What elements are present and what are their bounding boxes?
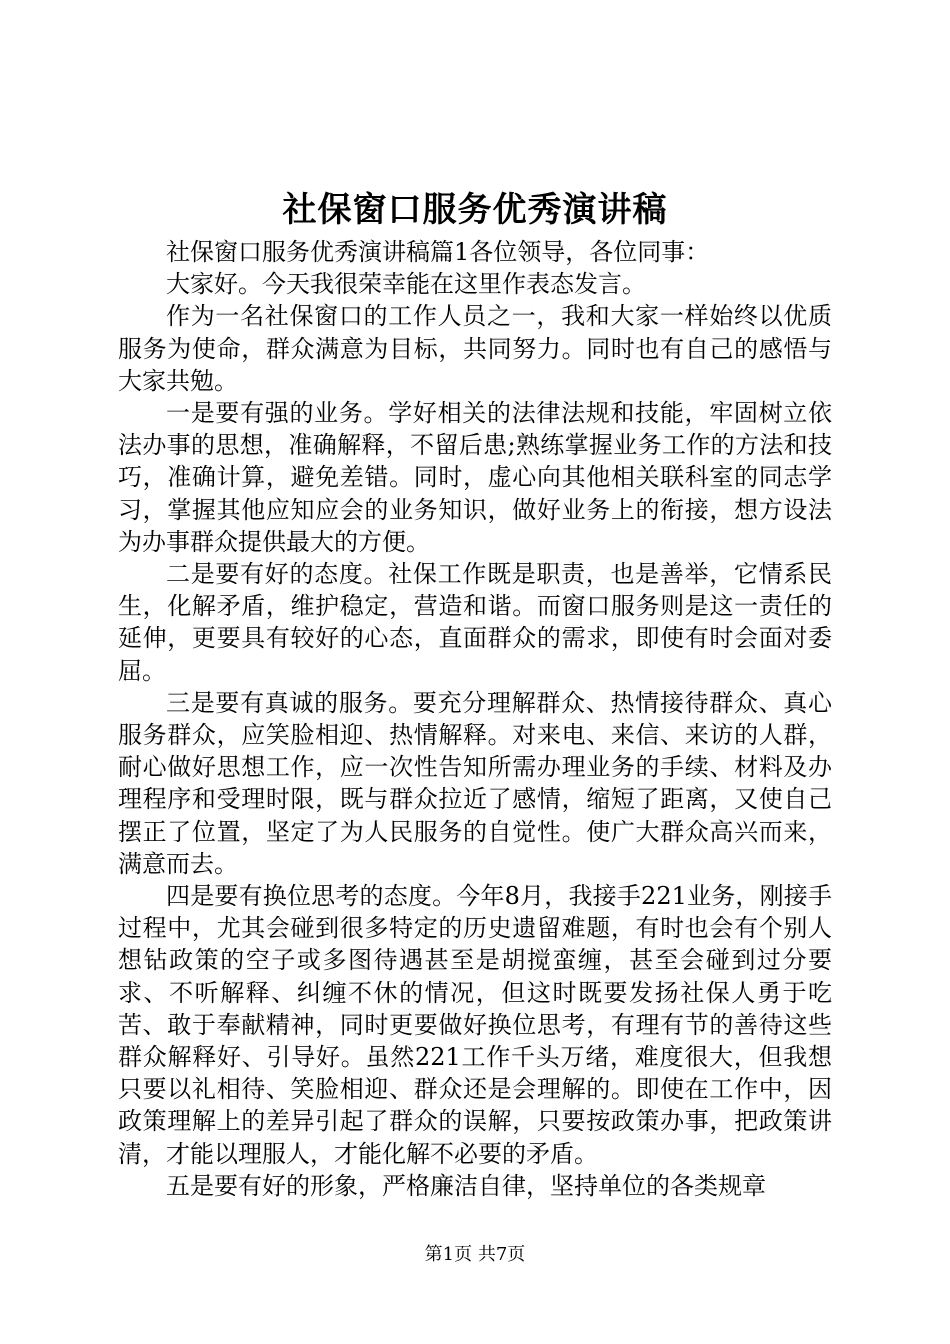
paragraph: 三是要有真诚的服务。要充分理解群众、热情接待群众、真心服务群众，应笑脸相迎、热情解释。对来电、来信、来访的人群，耐心做好思想工作，应一次性告知所需办理业务的手续、材料及办理程序和受理时限，既与群众拉近了感情，缩短了距离，又使自己摆正了位置，坚定了为人民服务的自觉性。使广大群众高兴而来，满意而去。 xyxy=(118,688,832,878)
paragraph: 四是要有换位思考的态度。今年8月，我接手221业务，刚接手过程中，尤其会碰到很多特定的历史遗留难题，有时也会有个别人想钻政策的空子或多图待遇甚至是胡搅蛮缠，甚至会碰到过分要求、不听解释、纠缠不休的情况，但这时既要发扬社保人勇于吃苦、敢于奉献精神，同时更要做好换位思考，有理有节的善待这些群众解释好、引导好。虽然221工作千头万绪，难度很大，但我想只要以礼相待、笑脸相迎、群众还是会理解的。即使在工作中，因政策理解上的差异引起了群众的误解，只要按政策办事，把政策讲清，才能以理服人，才能化解不必要的矛盾。 xyxy=(118,882,832,1168)
paragraph: 作为一名社保窗口的工作人员之一，我和大家一样始终以优质服务为使命，群众满意为目标，共同努力。同时也有自己的感悟与大家共勉。 xyxy=(118,302,832,395)
paragraph: 五是要有好的形象，严格廉洁自律，坚持单位的各类规章 xyxy=(166,1171,766,1200)
paragraph: 社保窗口服务优秀演讲稿篇1各位领导，各位同事： xyxy=(166,238,710,266)
document-body xyxy=(118,236,832,1202)
paragraph: 大家好。今天我很荣幸能在这里作表态发言。 xyxy=(166,270,646,299)
document-title: 社保窗口服务优秀演讲稿 xyxy=(282,190,668,230)
paragraph: 一是要有强的业务。学好相关的法律法规和技能，牢固树立依法办事的思想，准确解释，不留后患;熟练掌握业务工作的方法和技巧，准确计算，避免差错。同时，虚心向其他相关联科室的同志学习，掌握其他应知应会的业务知识，做好业务上的衔接，想方设法为办事群众提供最大的方便。 xyxy=(118,399,832,556)
paragraph: 二是要有好的态度。社保工作既是职责，也是善举，它情系民生，化解矛盾，维护稳定，营造和谐。而窗口服务则是这一责任的延伸，更要具有较好的心态，直面群众的需求，即使有时会面对委屈。 xyxy=(118,560,832,685)
page-footer: 第1页 共7页 xyxy=(424,1244,526,1265)
